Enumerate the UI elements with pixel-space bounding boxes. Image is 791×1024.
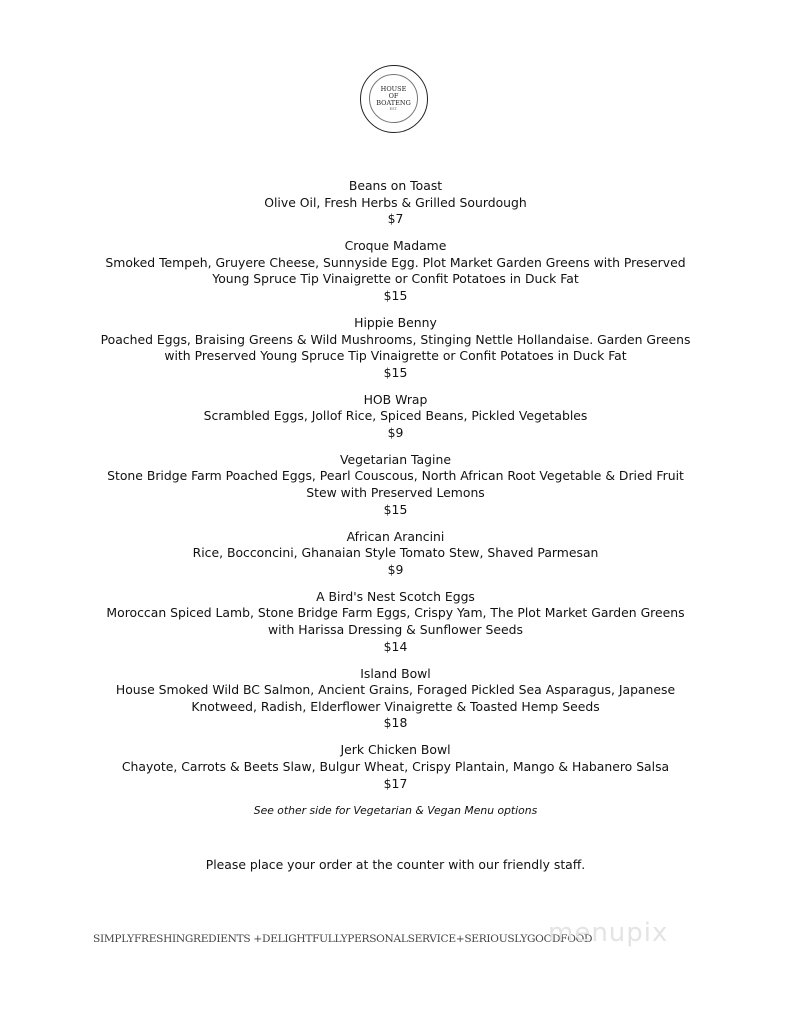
item-description: with Preserved Young Spruce Tip Vinaigrette or Confit Potatoes in Duck Fat — [164, 348, 627, 364]
item-description: Smoked Tempeh, Gruyere Cheese, Sunnyside Egg. Plot Market Garden Greens with Preserved — [105, 254, 686, 270]
item-price: $9 — [387, 561, 404, 577]
item-description: Knotweed, Radish, Elderflower Vinaigrette & Toasted Hemp Seeds — [191, 698, 600, 714]
menu-item — [0, 666, 791, 732]
menu-item — [0, 742, 791, 792]
menu-list — [0, 178, 791, 819]
item-name: HOB Wrap — [363, 391, 428, 407]
logo-line: BOATENG — [376, 98, 411, 107]
logo-sub: EST. — [389, 106, 398, 111]
item-name: Croque Madame — [344, 238, 447, 254]
menu-item — [0, 529, 791, 579]
menu-item — [0, 589, 791, 655]
logo-line: HOUSE — [380, 84, 407, 93]
watermark: menupix — [548, 918, 669, 948]
item-description: House Smoked Wild BC Salmon, Ancient Grains, Foraged Pickled Sea Asparagus, Japanese — [115, 682, 676, 698]
menu-item — [0, 392, 791, 442]
house-of-boateng-logo — [360, 65, 428, 133]
order-instructions: Please place your order at the counter with our friendly staff. — [205, 857, 586, 872]
item-name: A Bird's Nest Scotch Eggs — [316, 588, 475, 604]
menu-item — [0, 238, 791, 304]
item-description: Moroccan Spiced Lamb, Stone Bridge Farm Eggs, Crispy Yam, The Plot Market Garden Greens — [106, 605, 685, 621]
item-price: $7 — [387, 211, 404, 227]
item-price: $15 — [383, 287, 408, 303]
item-price: $17 — [383, 775, 408, 791]
item-description: Rice, Bocconcini, Ghanaian Style Tomato Stew, Shaved Parmesan — [192, 545, 599, 561]
item-description: Scrambled Eggs, Jollof Rice, Spiced Beans, Pickled Vegetables — [203, 408, 588, 424]
item-name: Beans on Toast — [348, 178, 443, 193]
item-price: $18 — [383, 715, 408, 731]
item-price: $9 — [387, 424, 404, 440]
menu-item — [0, 452, 791, 518]
item-price: $14 — [383, 638, 408, 654]
item-description: Young Spruce Tip Vinaigrette or Confit Potatoes in Duck Fat — [212, 271, 579, 287]
item-description: with Harissa Dressing & Sunflower Seeds — [268, 622, 523, 637]
item-price: $15 — [383, 501, 408, 517]
item-name: Island Bowl — [360, 665, 431, 681]
footer-tagline: SIMPLYFRESHINGREDIENTS +DELIGHTFULLYPERSONALSERVICE+SERIOUSLYGOODFOOD — [93, 933, 593, 945]
item-name: African Arancini — [346, 528, 445, 544]
item-description: Stew with Preserved Lemons — [306, 485, 485, 501]
item-description: Chayote, Carrots & Beets Slaw, Bulgur Wheat, Crispy Plantain, Mango & Habanero Salsa — [121, 758, 670, 774]
item-name: Hippie Benny — [354, 314, 437, 330]
item-price: $15 — [383, 364, 408, 380]
item-description: Poached Eggs, Braising Greens & Wild Mushrooms, Stinging Nettle Hollandaise. Garden Greens — [100, 331, 691, 347]
item-name: Jerk Chicken Bowl — [340, 742, 451, 758]
item-description: Stone Bridge Farm Poached Eggs, Pearl Couscous, North African Root Vegetable & Dried Fruit — [107, 468, 684, 484]
menu-note: See other side for Vegetarian & Vegan Menu options — [253, 803, 538, 817]
menu-item — [0, 315, 791, 381]
menu-item — [0, 178, 791, 228]
logo-line: OF — [388, 91, 399, 100]
item-name: Vegetarian Tagine — [340, 451, 451, 467]
item-description: Olive Oil, Fresh Herbs & Grilled Sourdough — [264, 194, 527, 210]
